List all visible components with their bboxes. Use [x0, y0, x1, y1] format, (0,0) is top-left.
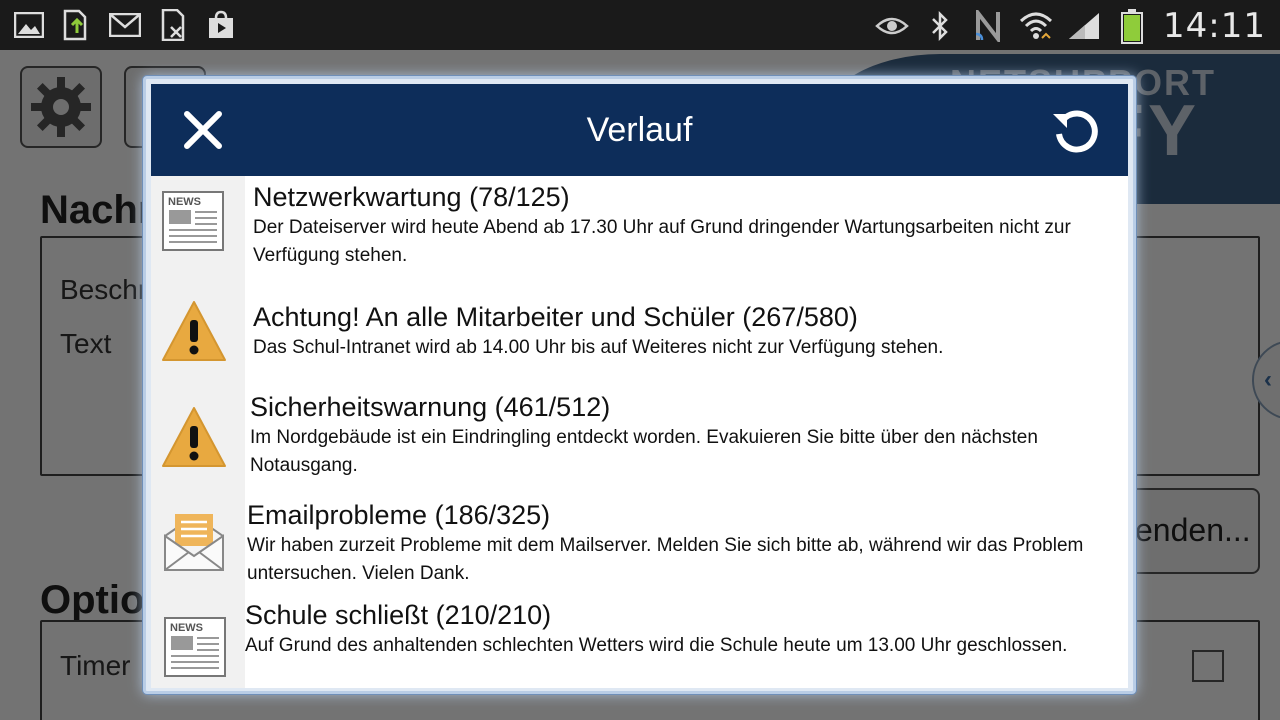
battery-icon — [1115, 9, 1149, 43]
signal-icon — [1067, 9, 1101, 43]
dialog-title: Verlauf — [586, 111, 693, 149]
item-body: Wir haben zurzeit Probleme mit dem Mailserver. Melden Sie sich bitte ab, während wir das Problem untersuchen. Vielen Dank. — [247, 535, 1084, 584]
warning-icon — [161, 404, 227, 470]
item-body: Das Schul-Intranet wird ab 14.00 Uhr bis auf Weiteres nicht zur Verfügung stehen. — [253, 337, 944, 358]
refresh-icon — [1051, 106, 1101, 156]
close-icon — [181, 108, 225, 152]
eye-icon — [875, 9, 909, 43]
item-title: Sicherheitswarnung (461/512) — [250, 392, 611, 422]
dialog-content — [151, 84, 1128, 688]
item-body: Auf Grund des anhaltenden schlechten Wetters wird die Schule heute um 13.00 Uhr geschlossen. — [245, 635, 1068, 656]
status-bar — [0, 0, 1280, 50]
item-title: Emailprobleme (186/325) — [247, 500, 551, 530]
warning-icon — [161, 298, 227, 364]
sd-card-icon — [156, 8, 190, 42]
news-icon — [161, 188, 227, 254]
item-body: Im Nordgebäude ist ein Eindringling entdeckt worden. Evakuieren Sie bitte über den nächsten Notausgang. — [250, 427, 1038, 476]
close-button[interactable] — [181, 108, 225, 152]
dialog-header — [151, 84, 1128, 176]
news-icon — [163, 614, 229, 680]
nfc-icon — [971, 9, 1005, 43]
item-title: Schule schließt (210/210) — [245, 600, 552, 630]
system-icons — [875, 6, 1266, 46]
email-icon — [161, 508, 227, 574]
play-store-icon — [204, 8, 238, 42]
item-body: Der Dateiserver wird heute Abend ab 17.30 Uhr auf Grund dringender Wartungsarbeiten nicht zur Verfügung stehen. — [253, 217, 1071, 266]
item-title: Netzwerkwartung (78/125) — [253, 182, 570, 212]
gallery-icon — [12, 8, 46, 42]
status-clock: 14:11 — [1163, 6, 1266, 46]
notification-icons — [12, 8, 238, 42]
bluetooth-icon — [923, 9, 957, 43]
refresh-button[interactable] — [1051, 106, 1101, 156]
news-icon-caption: NEWS — [170, 622, 203, 634]
item-title: Achtung! An alle Mitarbeiter und Schüler (267/580) — [253, 302, 858, 332]
news-icon-caption: NEWS — [168, 196, 201, 208]
gmail-icon — [108, 8, 142, 42]
download-done-icon — [60, 8, 94, 42]
wifi-icon — [1019, 9, 1053, 43]
history-dialog — [143, 76, 1136, 694]
